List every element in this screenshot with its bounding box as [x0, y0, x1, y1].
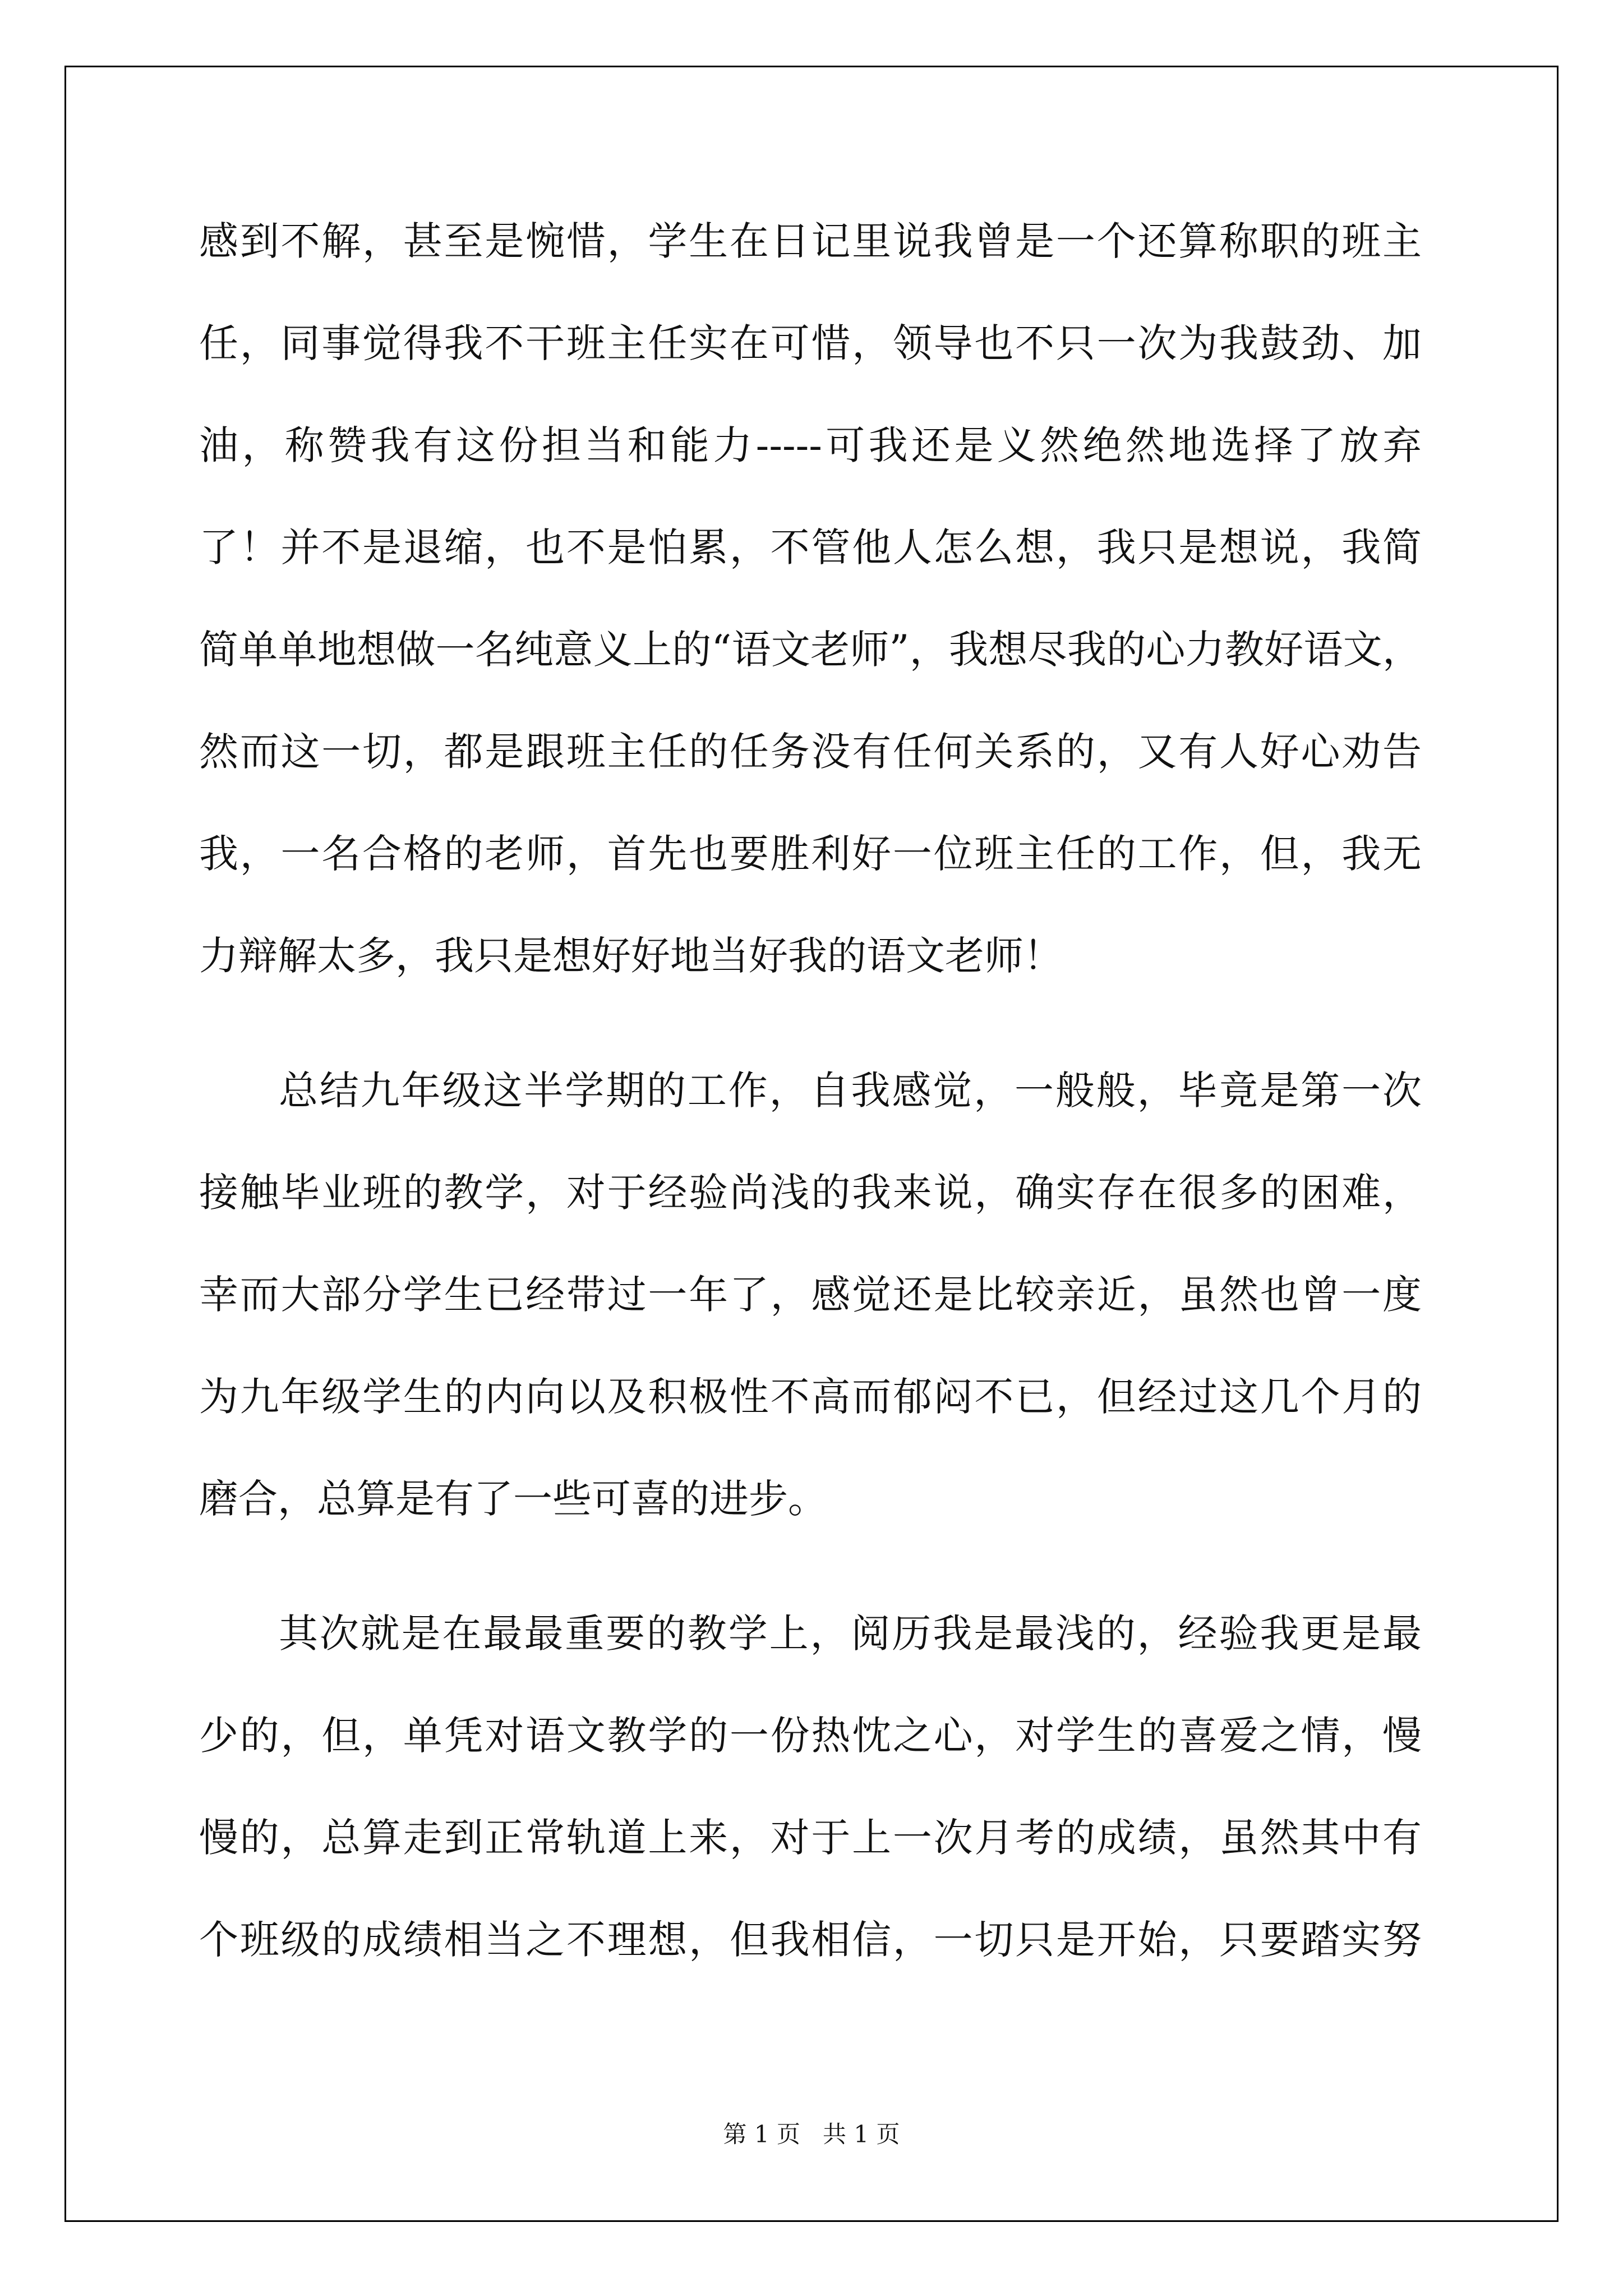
text-line: 简单单地想做一名纯意义上的“语文老师”，我想尽我的心力教好语文， [199, 627, 1422, 673]
text-line: 个班级的成绩相当之不理想，但我相信，一切只是开始，只要踏实努 [199, 1917, 1422, 1963]
text-line: 幸而大部分学生已经带过一年了，感觉还是比较亲近，虽然也曾一度 [199, 1272, 1422, 1318]
text-line: 油，称赞我有这份担当和能力-----可我还是义然绝然地选择了放弃 [199, 422, 1422, 468]
text-line: 力辩解太多，我只是想好好地当好我的语文老师！ [199, 933, 1063, 979]
paragraph [199, 1603, 1422, 2011]
text-line: 总结九年级这半学期的工作，自我感觉，一般般，毕竟是第一次 [279, 1068, 1422, 1114]
text-line: 磨合，总算是有了一些可喜的进步。 [199, 1476, 827, 1522]
text-line: 了！并不是退缩，也不是怕累，不管他人怎么想，我只是想说，我简 [199, 524, 1422, 570]
text-line: 慢的，总算走到正常轨道上来，对于上一次月考的成绩，虽然其中有 [199, 1815, 1422, 1861]
paragraph [199, 1060, 1422, 1570]
document-body [199, 210, 1422, 2011]
text-line: 为九年级学生的内向以及积极性不高而郁闷不已，但经过这几个月的 [199, 1374, 1422, 1420]
paragraph [199, 210, 1422, 1027]
paragraph-spacing [199, 1570, 1422, 1603]
text-line: 其次就是在最最重要的教学上，阅历我是最浅的，经验我更是最 [279, 1611, 1422, 1657]
page-number: 第 1 页 共 1 页 [723, 2120, 900, 2148]
text-line: 然而这一切，都是跟班主任的任务没有任何关系的，又有人好心劝告 [199, 729, 1422, 775]
text-line: 我，一名合格的老师，首先也要胜利好一位班主任的工作，但，我无 [199, 831, 1422, 877]
text-line: 感到不解，甚至是惋惜，学生在日记里说我曾是一个还算称职的班主 [199, 218, 1422, 264]
paragraph-spacing [199, 1027, 1422, 1060]
text-line: 少的，但，单凭对语文教学的一份热忱之心，对学生的喜爱之情，慢 [199, 1713, 1422, 1759]
text-line: 接触毕业班的教学，对于经验尚浅的我来说，确实存在很多的困难， [199, 1170, 1422, 1216]
text-line: 任，同事觉得我不干班主任实在可惜，领导也不只一次为我鼓劲、加 [199, 320, 1422, 366]
